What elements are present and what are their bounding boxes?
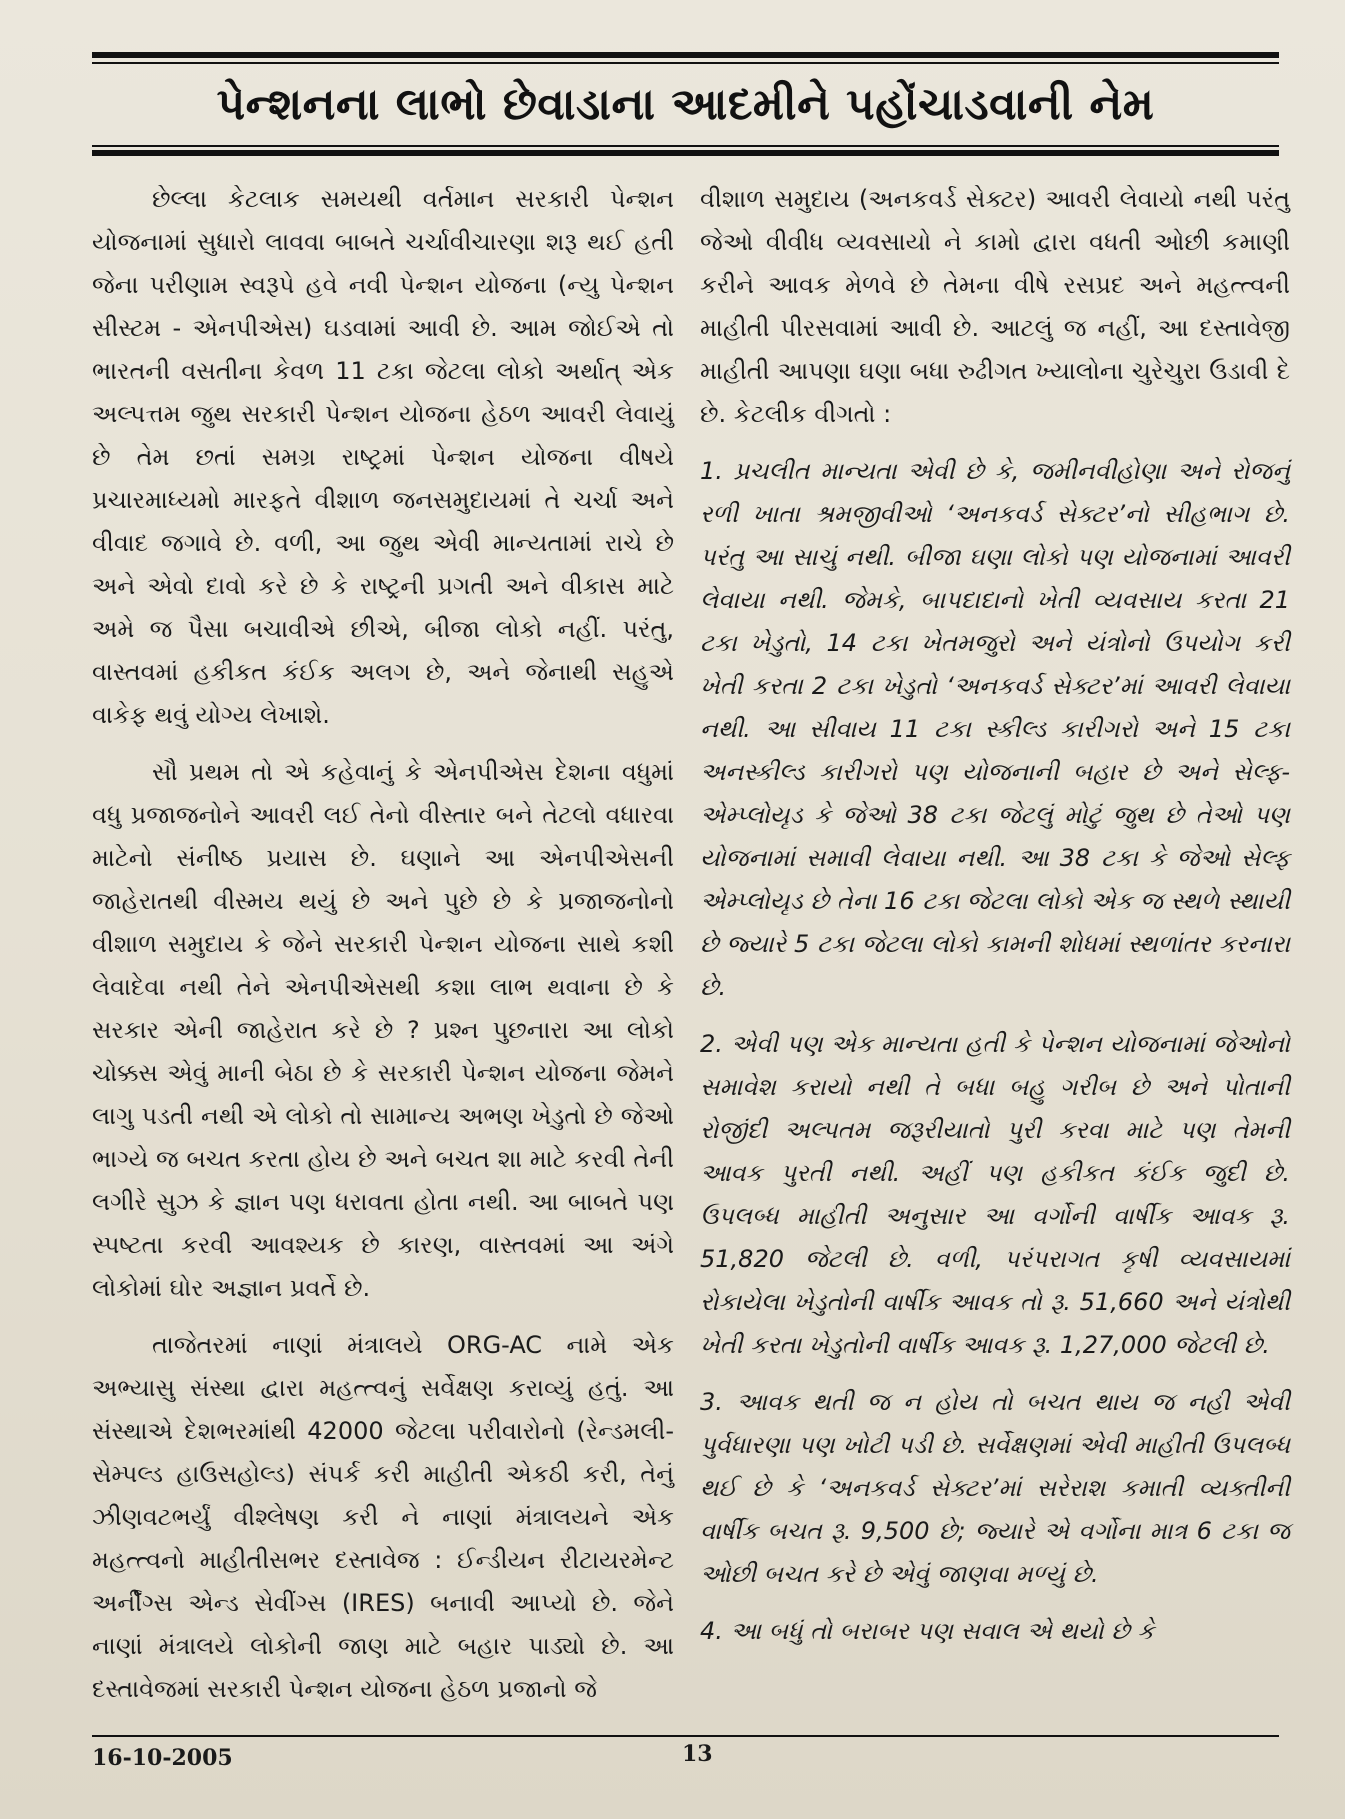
top-rule-thick: [92, 52, 1279, 58]
list-item: 1. પ્રચલીત માન્યતા એવી છે કે, જમીનવીહોણા અને રોજનું રળી ખાતા શ્રમજીવીઓ ‘અનકવર્ડ સેક્ટર’નો સીહભાગ છે. પરંતુ આ સાચું નથી. બીજા ઘણા લોકો પણ યોજનામાં આવરી લેવાયા નથી. જેમકે, બાપદાદાનો ખેતી વ્યવસાય કરતા 21 ટકા ખેડુતો, 14 ટકા ખેતમજુરો અને યંત્રોનો ઉપયોગ કરી ખેતી કરતા 2 ટકા ખેડુતો ‘અનકવર્ડ સેક્ટર’માં આવરી લેવાયા નથી. આ સીવાય 11 ટકા સ્કીલ્ડ કારીગરો અને 15 ટકા અનસ્કીલ્ડ કારીગરો પણ યોજનાની બહાર છે અને સેલ્ફ-એમ્પ્લોયૃડ કે જેઓ 38 ટકા જેટલું મોટું જુથ છે તેઓ પણ યોજનામાં સમાવી લેવાયા નથી. આ 38 ટકા કે જેઓ સેલ્ફ એમ્પ્લોયૃડ છે તેના 16 ટકા જેટલા લોકો એક જ સ્થળે સ્થાયી છે જ્યારે 5 ટકા જેટલા લોકો કામની શોધમાં સ્થળાંતર કરનારા છે.: [700, 457, 1290, 1001]
paragraph: છેલ્લા કેટલાક સમયથી વર્તમાન સરકારી પેન્શન યોજનામાં સુધારો લાવવા બાબતે ચર્ચાવીચારણા શરૂ થઈ હતી જેના પરીણામ સ્વરૂપે હવે નવી પેન્શન યોજના (ન્યુ પેન્શન સીસ્ટમ - એનપીએસ) ઘડવામાં આવી છે. આમ જોઈએ તો ભારતની વસતીના કેવળ 11 ટકા જેટલા લોકો અર્થાત્ એક અલ્પત્તમ જુથ સરકારી પેન્શન યોજના હેઠળ આવરી લેવાયું છે તેમ છતાં સમગ્ર રાષ્ટ્રમાં પેન્શન યોજના વીષયે પ્રચારમાધ્યમો મારફતે વીશાળ જનસમુદાયમાં તે ચર્ચા અને વીવાદ જગાવે છે. વળી, આ જુથ એવી માન્યતામાં રાચે છે અને એવો દાવો કરે છે કે રાષ્ટ્રની પ્રગતી અને વીકાસ માટે અમે જ પૈસા બચાવીએ છીએ, બીજા લોકો નહીં. પરંતુ, વાસ્તવમાં હકીકત કંઈક અલગ છે, અને જેનાથી સહુએ વાકેફ થવું યોગ્ય લેખાશે.: [92, 185, 674, 729]
headline-rule-thick: [92, 150, 1279, 156]
page-footer: [92, 1735, 1279, 1773]
paragraph: વીશાળ સમુદાય (અનકવર્ડ સેક્ટર) આવરી લેવાયો નથી પરંતુ જેઓ વીવીધ વ્યવસાયો ને કામો દ્વારા વધતી ઓછી કમાણી કરીને આવક મેળવે છે તેમના વીષે રસપ્રદ અને મહત્ત્વની માહીતી પીરસવામાં આવી છે. આટલું જ નહીં, આ દસ્તાવેજી માહીતી આપણા ઘણા બધા રુઢીગત ખ્યાલોના ચુરેચુરા ઉડાવી દે છે. કેટલીક વીગતો :: [700, 185, 1290, 428]
top-rule-thin: [92, 62, 1279, 64]
list-item: 3. આવક થતી જ ન હોય તો બચત થાય જ નહી એવી પુર્વધારણા પણ ખોટી પડી છે. સર્વેક્ષણમાં એવી માહીતી ઉપલબ્ધ થઈ છે કે ‘અનકવર્ડ સેક્ટર’માં સરેરાશ કમાતી વ્યક્તીની વાર્ષીક બચત રૂ. 9,500 છે; જ્યારે એ વર્ગોના માત્ર 6 ટકા જ ઓછી બચત કરે છે એવું જાણવા મળ્યું છે.: [700, 1388, 1290, 1588]
issue-date: 16-10-2005: [92, 1745, 233, 1771]
headline: પેન્શનના લાભો છેવાડાના આદમીને પહોંચાડવાની નેમ: [216, 79, 1155, 130]
list-item: 2. એવી પણ એક માન્યતા હતી કે પેન્શન યોજનામાં જેઓનો સમાવેશ કરાયો નથી તે બધા બહુ ગરીબ છે અને પોતાની રોજીંદી અલ્પતમ જરૂરીયાતો પુરી કરવા માટે પણ તેમની આવક પુરતી નથી. અહીં પણ હકીકત કંઈક જુદી છે. ઉપલબ્ધ માહીતી અનુસાર આ વર્ગોની વાર્ષીક આવક રૂ. 51,820 જેટલી છે. વળી, પરંપરાગત કૃષી વ્યવસાયમાં રોકાયેલા ખેડુતોની વાર્ષીક આવક તો રૂ. 51,660 અને યંત્રોથી ખેતી કરતા ખેડુતોની વાર્ષીક આવક રૂ. 1,27,000 જેટલી છે.: [700, 1030, 1290, 1359]
paragraph: તાજેતરમાં નાણાં મંત્રાલયે ORG-AC નામે એક અભ્યાસુ સંસ્થા દ્વારા મહત્ત્વનું સર્વેક્ષણ કરાવ્યું હતું. આ સંસ્થાએ દેશભરમાંથી 42000 જેટલા પરીવારોનો (રેન્ડમલી-સેમ્પલ્ડ હાઉસહોલ્ડ) સંપર્ક કરી માહીતી એકઠી કરી, તેનું ઝીણવટભર્યું વીશ્લેષણ કરી ને નાણાં મંત્રાલયને એક મહત્ત્વનો માહીતીસભર દસ્તાવેજ : ઈન્ડીયન રીટાયરમેન્ટ અર્નીંગ્સ એન્ડ સેવીંગ્સ (IRES) બનાવી આપ્યો છે. જેને નાણાં મંત્રાલયે લોકોની જાણ માટે બહાર પાડ્યો છે. આ દસ્તાવેજમાં સરકારી પેન્શન યોજના હેઠળ પ્રજાનો જે: [92, 1331, 674, 1703]
right-column: [700, 178, 1290, 1667]
page-number: 13: [682, 1741, 713, 1767]
paragraph: સૌ પ્રથમ તો એ કહેવાનું કે એનપીએસ દેશના વધુમાં વધુ પ્રજાજનોને આવરી લઈ તેનો વીસ્તાર બને તેટલો વધારવા માટેનો સંનીષ્ઠ પ્રયાસ છે. ઘણાને આ એનપીએસની જાહેરાતથી વીસ્મય થયું છે અને પુછે છે કે પ્રજાજનોનો વીશાળ સમુદાય કે જેને સરકારી પેન્શન યોજના સાથે કશી લેવાદેવા નથી તેને એનપીએસથી કશા લાભ થવાના છે કે સરકાર એની જાહેરાત કરે છે ? પ્રશ્ન પુછનારા આ લોકો ચોક્કસ એવું માની બેઠા છે કે સરકારી પેન્શન યોજના જેમને લાગુ પડતી નથી એ લોકો તો સામાન્ય અભણ ખેડુતો છે જેઓ ભાગ્યે જ બચત કરતા હોય છે અને બચત શા માટે કરવી તેની લગીરે સુઝ કે જ્ઞાન પણ ધરાવતા હોતા નથી. આ બાબતે પણ સ્પષ્ટતા કરવી આવશ્યક છે કારણ, વાસ્તવમાં આ અંગે લોકોમાં ઘોર અજ્ઞાન પ્રવર્તે છે.: [92, 758, 674, 1302]
left-column: [92, 178, 674, 1725]
list-item: 4. આ બધું તો બરાબર પણ સવાલ એ થયો છે કે: [700, 1617, 1155, 1645]
headline-rule-thin: [92, 145, 1279, 147]
